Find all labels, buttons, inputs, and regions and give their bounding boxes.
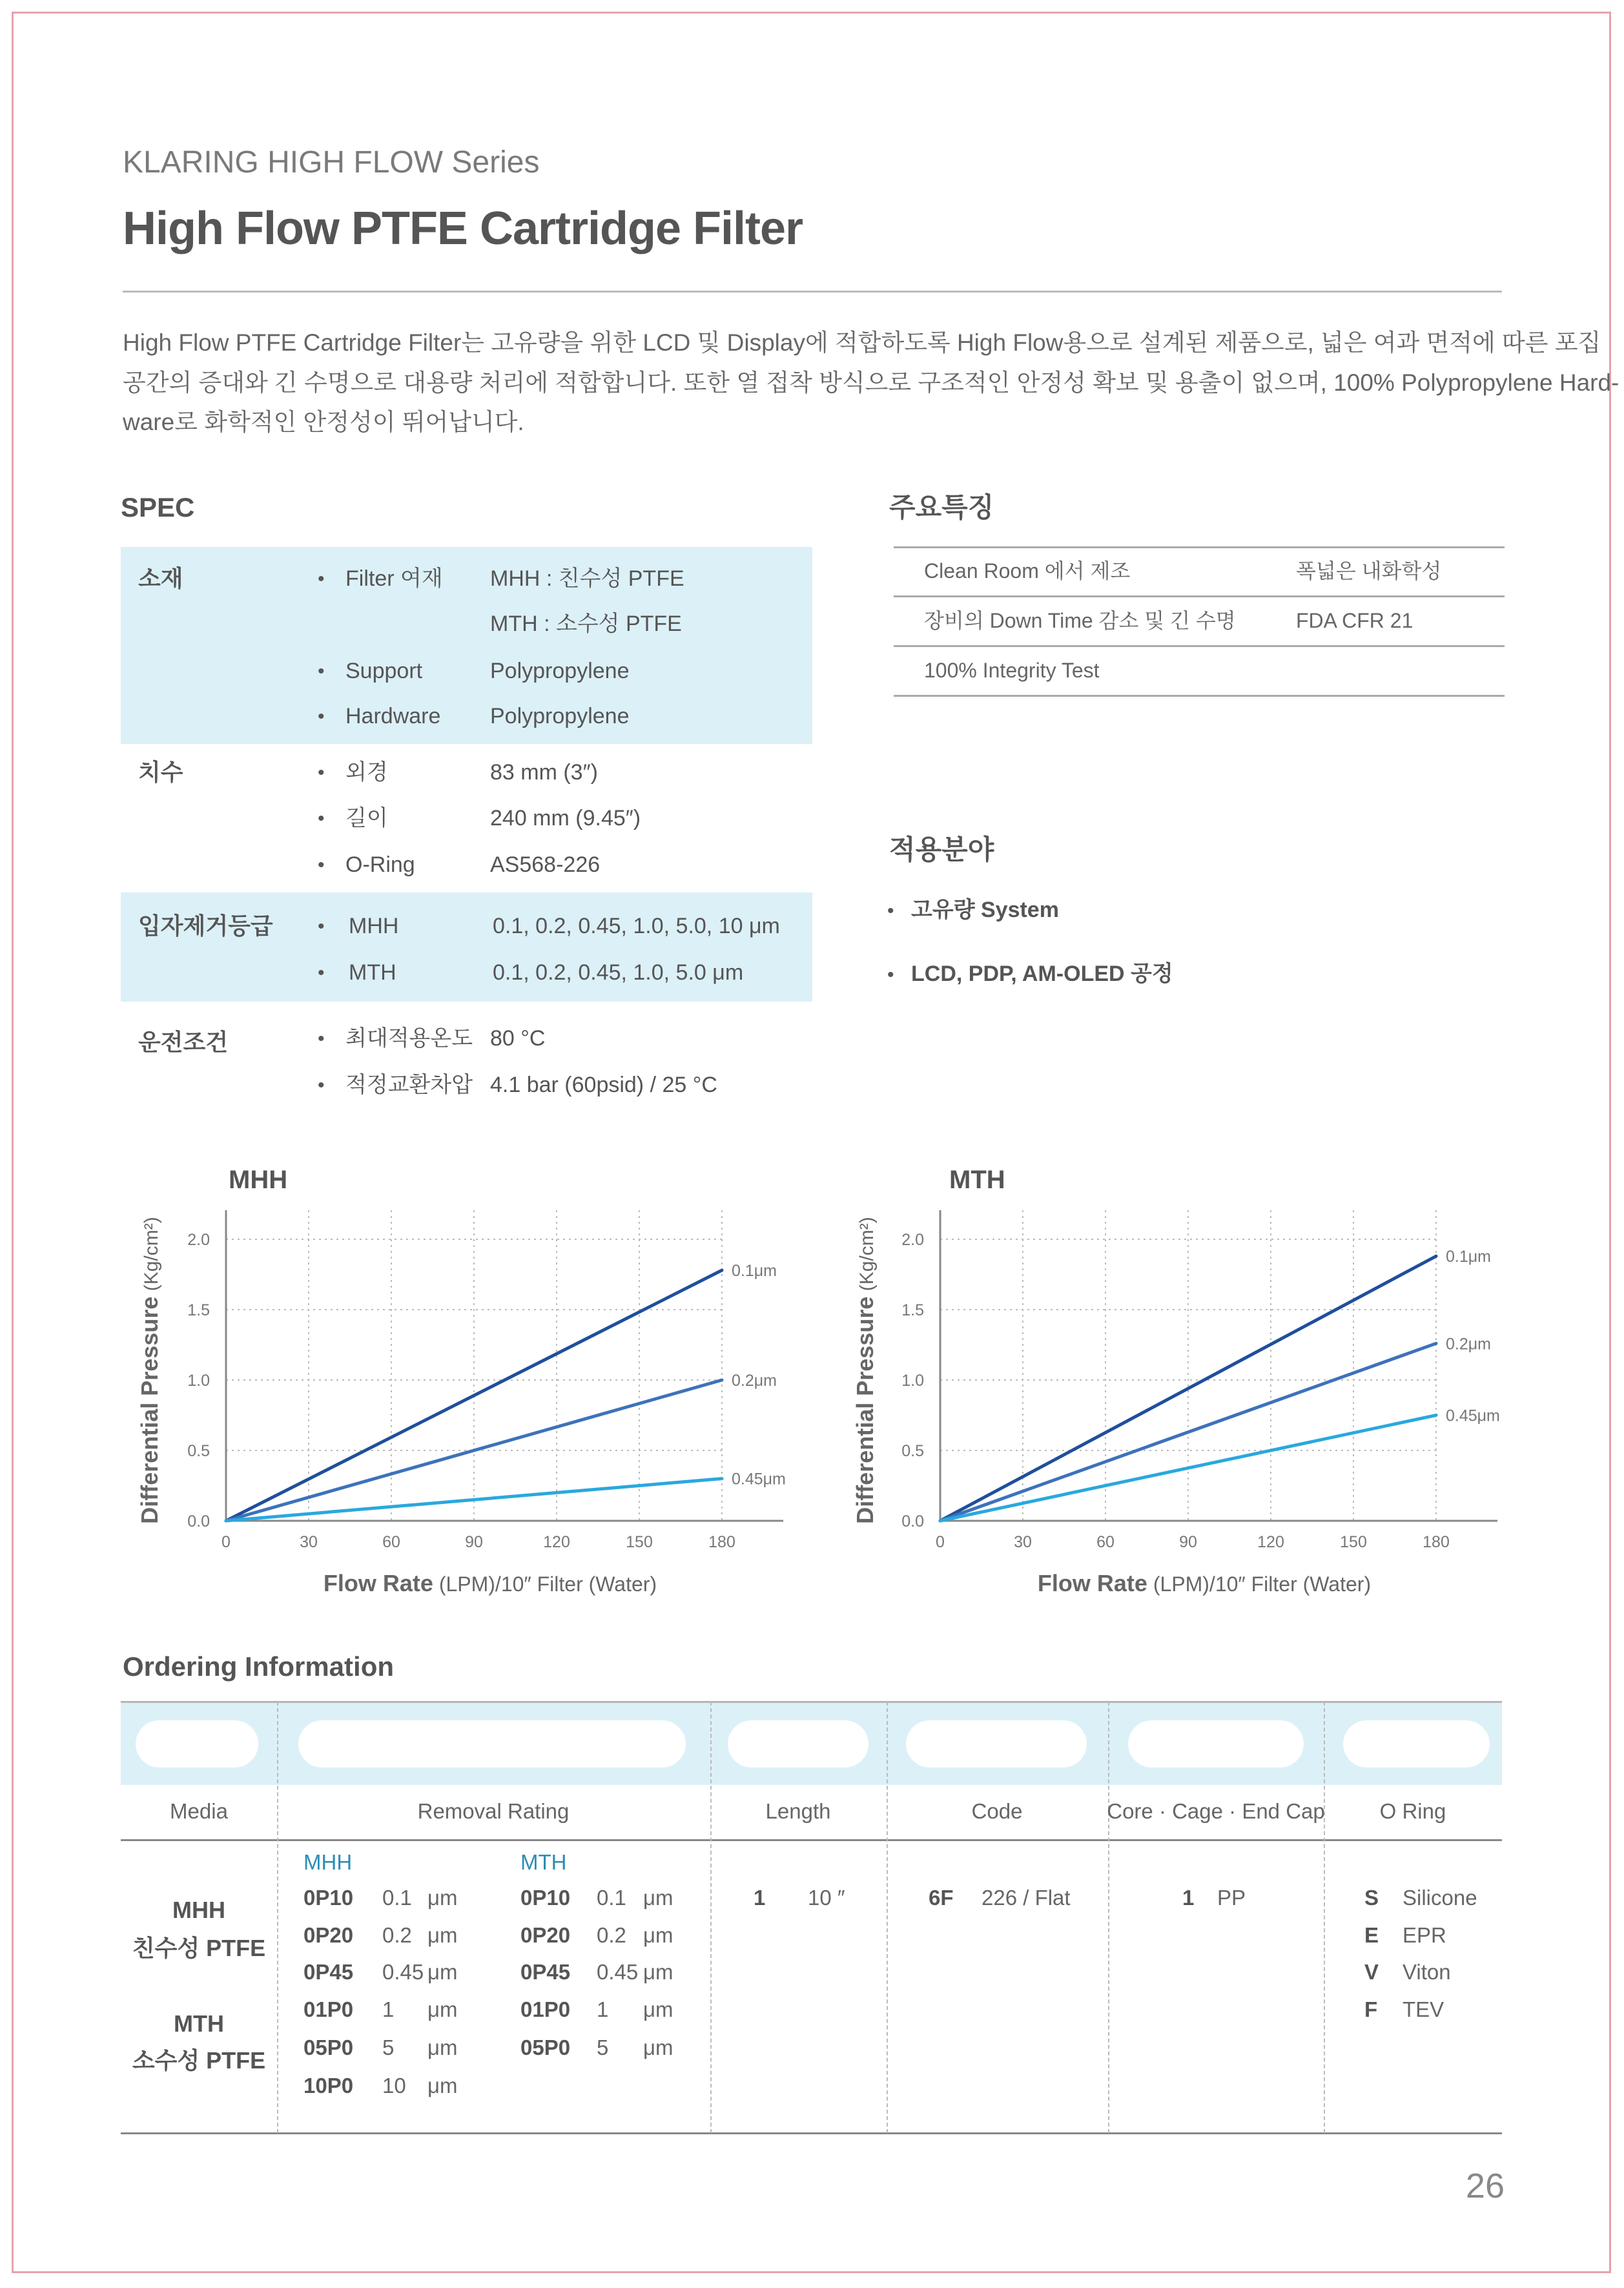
applications-heading: 적용분야 bbox=[889, 834, 994, 865]
features-divider bbox=[894, 595, 1505, 597]
oring-value: EPR bbox=[1403, 1923, 1446, 1947]
removal-unit: μm bbox=[427, 2074, 458, 2097]
spec-label: 치수 bbox=[138, 759, 183, 785]
removal-value: 1 bbox=[382, 1997, 395, 2021]
chart-title: MHH bbox=[229, 1166, 288, 1194]
code-value: 226 / Flat bbox=[982, 1886, 1071, 1910]
bullet: • bbox=[318, 854, 325, 876]
column-header: Core · Cage · End Cap bbox=[1107, 1799, 1325, 1823]
chart-title: MTH bbox=[949, 1166, 1005, 1194]
spec-key: O-Ring bbox=[345, 852, 415, 877]
bullet: • bbox=[318, 962, 325, 984]
ordering-top-line bbox=[121, 1701, 1502, 1703]
spec-value: MTH : 소수성 PTFE bbox=[490, 612, 682, 636]
page-number: 26 bbox=[1465, 2167, 1505, 2205]
removal-value: 0.2 bbox=[382, 1923, 412, 1947]
x-tick-label: 120 bbox=[1257, 1533, 1284, 1551]
intro-line: ware로 화학적인 안정성이 뛰어납니다. bbox=[123, 409, 524, 435]
column-header: Media bbox=[170, 1799, 228, 1823]
removal-code: 0P10 bbox=[303, 1886, 354, 1910]
spec-value: 0.1, 0.2, 0.45, 1.0, 5.0, 10 μm bbox=[493, 914, 780, 938]
code-slot-code bbox=[906, 1720, 1087, 1768]
oring-code: F bbox=[1364, 1997, 1378, 2021]
spec-value: 0.1, 0.2, 0.45, 1.0, 5.0 μm bbox=[493, 960, 744, 985]
column-divider bbox=[277, 1702, 278, 2133]
y-tick-label: 0.0 bbox=[187, 1512, 210, 1530]
oring-value: Viton bbox=[1403, 1960, 1451, 1984]
core-code: 1 bbox=[1182, 1886, 1195, 1910]
removal-code: 0P45 bbox=[520, 1960, 571, 1984]
code-slot-removal bbox=[298, 1720, 686, 1768]
code-slot-length bbox=[728, 1720, 869, 1768]
x-tick-label: 90 bbox=[465, 1533, 483, 1551]
feature-item: FDA CFR 21 bbox=[1296, 609, 1413, 632]
application-item: 고유량 System bbox=[911, 898, 1059, 922]
column-header: Length bbox=[765, 1799, 831, 1823]
ordering-bottom-line bbox=[121, 2132, 1502, 2134]
core-value: PP bbox=[1217, 1886, 1246, 1910]
spec-key: MTH bbox=[349, 960, 396, 985]
series-label: 0.2μm bbox=[1446, 1335, 1491, 1354]
series-line bbox=[940, 1256, 1436, 1521]
intro-line: 공간의 증대와 긴 수명으로 대용량 처리에 적합합니다. 또한 열 접착 방식으로 구조적인 안정성 확보 및 용출이 없으며, 100% Polypropylene Hard- bbox=[123, 369, 1619, 396]
spec-key: MHH bbox=[349, 914, 399, 938]
removal-unit: μm bbox=[643, 1886, 673, 1910]
x-tick-label: 150 bbox=[1340, 1533, 1367, 1551]
y-tick-label: 1.0 bbox=[187, 1372, 210, 1390]
features-heading: 주요특징 bbox=[889, 492, 994, 522]
removal-unit: μm bbox=[427, 1960, 458, 1984]
oring-value: TEV bbox=[1403, 1997, 1444, 2021]
removal-value: 0.45 bbox=[597, 1960, 639, 1984]
removal-code: 05P0 bbox=[303, 2035, 354, 2059]
x-tick-label: 120 bbox=[543, 1533, 570, 1551]
x-tick-label: 180 bbox=[708, 1533, 735, 1551]
removal-value: 0.45 bbox=[382, 1960, 424, 1984]
removal-unit: μm bbox=[643, 1923, 673, 1947]
spec-value: MHH : 친수성 PTFE bbox=[490, 566, 684, 591]
bullet: • bbox=[318, 568, 325, 590]
spec-value: 240 mm (9.45″) bbox=[490, 806, 641, 830]
removal-code: 05P0 bbox=[520, 2035, 571, 2059]
x-axis-title bbox=[324, 1570, 657, 1596]
y-axis-title bbox=[852, 1217, 878, 1523]
oring-code: V bbox=[1364, 1960, 1379, 1984]
page-title: High Flow PTFE Cartridge Filter bbox=[123, 203, 803, 254]
media-label: MHH bbox=[172, 1897, 225, 1923]
y-tick-label: 1.5 bbox=[901, 1301, 924, 1319]
x-tick-label: 150 bbox=[626, 1533, 653, 1551]
oring-code: E bbox=[1364, 1923, 1379, 1947]
removal-value: 5 bbox=[597, 2035, 609, 2059]
y-axis-title-main: Differential Pressure bbox=[852, 1296, 878, 1524]
x-tick-label: 90 bbox=[1179, 1533, 1197, 1551]
length-code: 1 bbox=[754, 1886, 766, 1910]
spec-key: 최대적용온도 bbox=[345, 1026, 473, 1051]
series-label: 0.1μm bbox=[732, 1261, 777, 1280]
column-divider bbox=[710, 1702, 712, 2133]
spec-heading: SPEC bbox=[121, 492, 195, 522]
removal-code: 0P20 bbox=[520, 1923, 571, 1947]
y-tick-label: 2.0 bbox=[187, 1231, 210, 1249]
features-divider bbox=[894, 645, 1505, 647]
removal-value: 0.1 bbox=[382, 1886, 412, 1910]
bullet: • bbox=[887, 900, 894, 922]
removal-unit: μm bbox=[427, 1923, 458, 1947]
removal-unit: μm bbox=[427, 1886, 458, 1910]
series-label: 0.1μm bbox=[1446, 1248, 1491, 1266]
ordering-heading: Ordering Information bbox=[123, 1651, 394, 1682]
spec-label: 입자제거등급 bbox=[138, 912, 273, 939]
x-tick-label: 30 bbox=[300, 1533, 318, 1551]
spec-key: 길이 bbox=[345, 806, 388, 830]
bullet: • bbox=[318, 706, 325, 727]
removal-unit: μm bbox=[643, 1960, 673, 1984]
removal-code: 01P0 bbox=[303, 1997, 354, 2021]
y-axis-title bbox=[136, 1217, 163, 1523]
y-axis-title-unit: (Kg/cm²) bbox=[856, 1217, 878, 1297]
removal-unit: μm bbox=[643, 1997, 673, 2021]
column-header: Removal Rating bbox=[417, 1799, 570, 1823]
code-slot-media bbox=[136, 1720, 258, 1768]
removal-unit: μm bbox=[643, 2035, 673, 2059]
x-tick-label: 0 bbox=[936, 1533, 945, 1551]
removal-value: 0.2 bbox=[597, 1923, 626, 1947]
column-header: O Ring bbox=[1379, 1799, 1446, 1823]
code-slot-core bbox=[1128, 1720, 1304, 1768]
spec-key: 외경 bbox=[345, 760, 388, 785]
removal-code: 10P0 bbox=[303, 2074, 354, 2097]
feature-item: 장비의 Down Time 감소 및 긴 수명 bbox=[924, 609, 1236, 632]
spec-value: Polypropylene bbox=[490, 659, 630, 683]
x-tick-label: 180 bbox=[1423, 1533, 1450, 1551]
media-label: 친수성 PTFE bbox=[132, 1935, 266, 1961]
bullet: • bbox=[318, 916, 325, 937]
removal-code: 0P45 bbox=[303, 1960, 354, 1984]
code-code: 6F bbox=[929, 1886, 954, 1910]
column-divider bbox=[887, 1702, 888, 2133]
y-axis-title-unit: (Kg/cm²) bbox=[141, 1217, 162, 1297]
removal-unit: μm bbox=[427, 2035, 458, 2059]
y-axis-title-main: Differential Pressure bbox=[136, 1296, 163, 1524]
feature-item: 폭넓은 내화학성 bbox=[1296, 559, 1442, 582]
pressure-charts bbox=[0, 1137, 1624, 1653]
y-tick-label: 0.5 bbox=[901, 1442, 924, 1460]
series-label: 0.45μm bbox=[732, 1470, 786, 1489]
bullet: • bbox=[887, 964, 894, 985]
oring-code: S bbox=[1364, 1886, 1379, 1910]
spec-label: 소재 bbox=[138, 565, 183, 592]
removal-value: 1 bbox=[597, 1997, 609, 2021]
oring-value: Silicone bbox=[1403, 1886, 1477, 1910]
bullet: • bbox=[318, 762, 325, 783]
spec-key: Hardware bbox=[345, 704, 441, 728]
application-item: LCD, PDP, AM-OLED 공정 bbox=[911, 962, 1173, 986]
feature-item: 100% Integrity Test bbox=[924, 659, 1100, 682]
column-divider bbox=[1324, 1702, 1325, 2133]
x-tick-label: 60 bbox=[1096, 1533, 1115, 1551]
bullet: • bbox=[318, 808, 325, 829]
bullet: • bbox=[318, 661, 325, 682]
removal-value: 5 bbox=[382, 2035, 395, 2059]
y-tick-label: 0.0 bbox=[901, 1512, 924, 1530]
code-slot-oring bbox=[1343, 1720, 1490, 1768]
series-line bbox=[226, 1270, 722, 1521]
spec-value: AS568-226 bbox=[490, 852, 601, 877]
spec-band-material bbox=[121, 547, 812, 744]
series-name: KLARING HIGH FLOW Series bbox=[123, 145, 540, 180]
y-tick-label: 1.5 bbox=[187, 1301, 210, 1319]
removal-code: 01P0 bbox=[520, 1997, 571, 2021]
spec-key: Support bbox=[345, 659, 423, 683]
features-divider bbox=[894, 546, 1505, 548]
column-header: Code bbox=[971, 1799, 1023, 1823]
spec-value: 83 mm (3″) bbox=[490, 760, 598, 785]
media-label: 소수성 PTFE bbox=[132, 2047, 266, 2074]
spec-value: 4.1 bar (60psid) / 25 °C bbox=[490, 1073, 717, 1097]
x-axis-title-main: Flow Rate bbox=[323, 1570, 433, 1596]
bullet: • bbox=[318, 1075, 325, 1096]
x-axis-title-unit: (LPM)/10″ Filter (Water) bbox=[433, 1572, 657, 1596]
removal-group-label: MTH bbox=[520, 1850, 567, 1874]
series-label: 0.2μm bbox=[732, 1372, 777, 1390]
removal-code: 0P20 bbox=[303, 1923, 354, 1947]
removal-value: 10 bbox=[382, 2074, 406, 2097]
spec-label: 운전조건 bbox=[138, 1029, 229, 1055]
y-tick-label: 0.5 bbox=[187, 1442, 210, 1460]
x-axis-title-unit: (LPM)/10″ Filter (Water) bbox=[1147, 1572, 1372, 1596]
spec-value: 80 °C bbox=[490, 1026, 546, 1051]
x-tick-label: 0 bbox=[221, 1533, 231, 1551]
column-divider bbox=[1108, 1702, 1109, 2133]
series-label: 0.45μm bbox=[1446, 1407, 1500, 1425]
y-tick-label: 2.0 bbox=[901, 1231, 924, 1249]
spec-key: Filter 여재 bbox=[345, 566, 443, 591]
media-label: MTH bbox=[174, 2010, 224, 2037]
bullet: • bbox=[318, 1028, 325, 1049]
removal-group-label: MHH bbox=[303, 1850, 353, 1874]
removal-code: 0P10 bbox=[520, 1886, 571, 1910]
feature-item: Clean Room 에서 제조 bbox=[924, 559, 1131, 582]
x-axis-title-main: Flow Rate bbox=[1037, 1570, 1147, 1596]
features-divider bbox=[894, 695, 1505, 697]
y-tick-label: 1.0 bbox=[901, 1372, 924, 1390]
title-divider bbox=[123, 291, 1502, 293]
removal-value: 0.1 bbox=[597, 1886, 626, 1910]
x-tick-label: 30 bbox=[1014, 1533, 1032, 1551]
length-value: 10 ″ bbox=[808, 1886, 845, 1910]
removal-unit: μm bbox=[427, 1997, 458, 2021]
spec-band-rating bbox=[121, 892, 812, 1002]
spec-value: Polypropylene bbox=[490, 704, 630, 728]
ordering-header-line bbox=[121, 1839, 1502, 1841]
spec-key: 적정교환차압 bbox=[345, 1073, 473, 1097]
x-tick-label: 60 bbox=[382, 1533, 400, 1551]
intro-line: High Flow PTFE Cartridge Filter는 고유량을 위한 LCD 및 Display에 적합하도록 High Flow용으로 설계된 제품으로, 넓은 여과 면적에 따른 포집 bbox=[123, 329, 1601, 356]
x-axis-title bbox=[1038, 1570, 1371, 1596]
